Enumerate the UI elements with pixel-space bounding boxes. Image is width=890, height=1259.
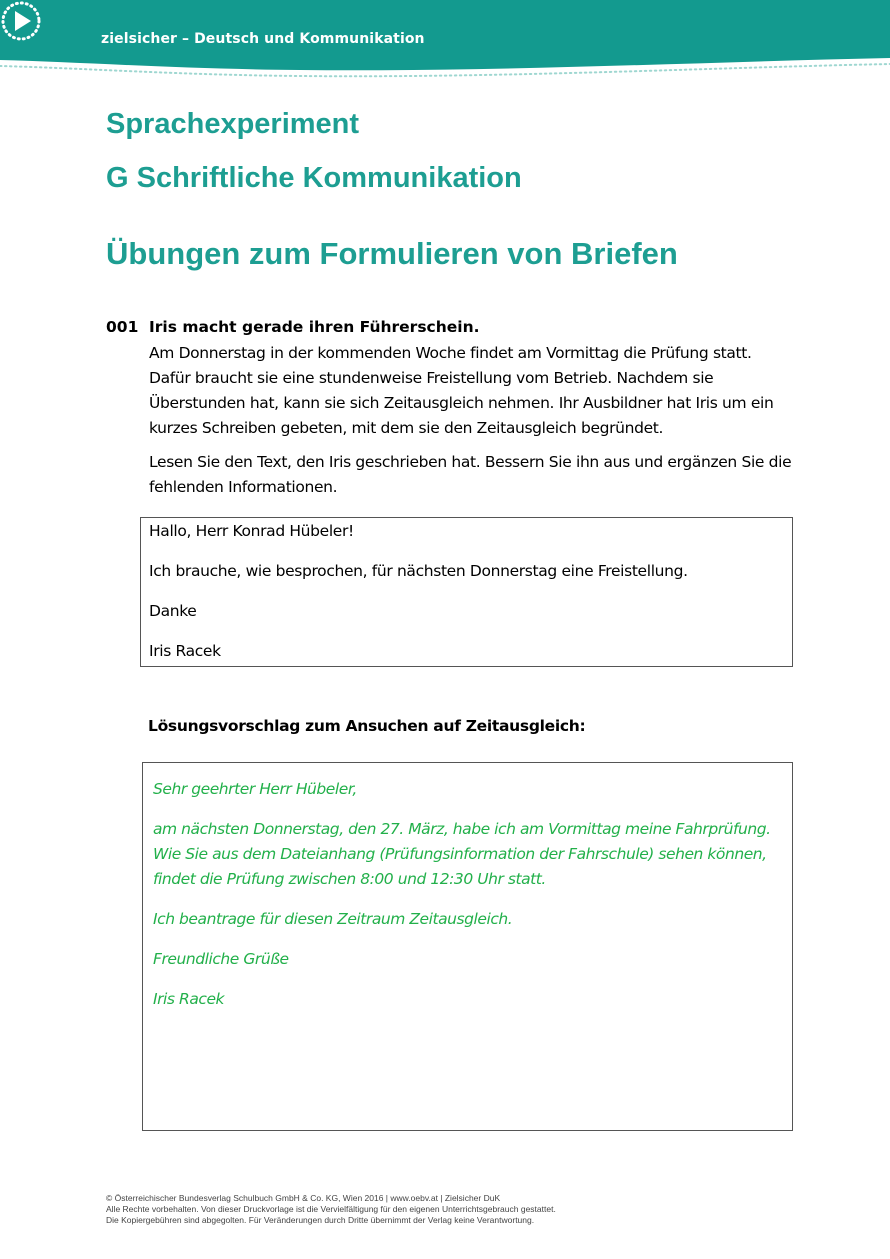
play-circle-icon <box>0 0 42 42</box>
solution-body-line: am nächsten Donnerstag, den 27. März, habe ich am Vormittag meine Fahrprüfung. <box>153 820 771 838</box>
footer-line: © Österreichischer Bundesverlag Schulbuch GmbH & Co. KG, Wien 2016 | www.oebv.at | Zielsicher DuK <box>106 1193 501 1203</box>
original-letter-box <box>140 517 793 667</box>
original-salutation: Hallo, Herr Konrad Hübeler! <box>149 522 354 540</box>
solution-signature: Iris Racek <box>153 990 225 1008</box>
footer-line: Alle Rechte vorbehalten. Von dieser Druckvorlage ist die Vervielfältigung für den eigenen Unterrichtsgebrauch gestattet. <box>106 1204 556 1214</box>
copyright-footer <box>106 1193 556 1226</box>
task-instruction-line: fehlenden Informationen. <box>149 478 338 496</box>
solution-request: Ich beantrage für diesen Zeitraum Zeitausgleich. <box>153 910 513 928</box>
solution-body-line: Wie Sie aus dem Dateianhang (Prüfungsinformation der Fahrschule) sehen können, <box>153 845 767 863</box>
footer-line: Die Kopiergebühren sind abgegolten. Für Veränderungen durch Dritte übernimmt der Verlag keine Verantwortung. <box>106 1215 535 1225</box>
task-title: Iris macht gerade ihren Führerschein. <box>149 318 480 336</box>
original-thanks: Danke <box>149 602 197 620</box>
original-body: Ich brauche, wie besprochen, für nächsten Donnerstag eine Freistellung. <box>149 562 688 580</box>
task-description-line: Überstunden hat, kann sie sich Zeitausgleich nehmen. Ihr Ausbildner hat Iris um ein <box>149 394 774 412</box>
original-signature: Iris Racek <box>149 642 221 660</box>
title-section: G Schriftliche Kommunikation <box>106 162 522 194</box>
title-exercises: Übungen zum Formulieren von Briefen <box>106 236 678 271</box>
task-description-line: Am Donnerstag in der kommenden Woche findet am Vormittag die Prüfung statt. <box>149 344 752 362</box>
solution-salutation: Sehr geehrter Herr Hübeler, <box>153 780 357 798</box>
solution-letter-box <box>142 762 793 1131</box>
task-description-line: kurzes Schreiben gebeten, mit dem sie den Zeitausgleich begründet. <box>149 419 664 437</box>
task-description-line: Dafür braucht sie eine stundenweise Freistellung vom Betrieb. Nachdem sie <box>149 369 714 387</box>
title-sprachexperiment: Sprachexperiment <box>106 108 360 140</box>
brand-title: zielsicher – Deutsch und Kommunikation <box>101 31 425 47</box>
task-heading <box>106 318 480 336</box>
task-description <box>149 341 799 441</box>
header-banner <box>0 0 890 80</box>
solution-heading: Lösungsvorschlag zum Ansuchen auf Zeitausgleich: <box>148 717 586 735</box>
solution-body-line: findet die Prüfung zwischen 8:00 und 12:30 Uhr statt. <box>153 870 546 888</box>
task-instruction <box>149 450 799 500</box>
solution-closing: Freundliche Grüße <box>153 950 289 968</box>
task-number: 001 <box>106 318 139 336</box>
task-instruction-line: Lesen Sie den Text, den Iris geschrieben hat. Bessern Sie ihn aus und ergänzen Sie die <box>149 453 792 471</box>
